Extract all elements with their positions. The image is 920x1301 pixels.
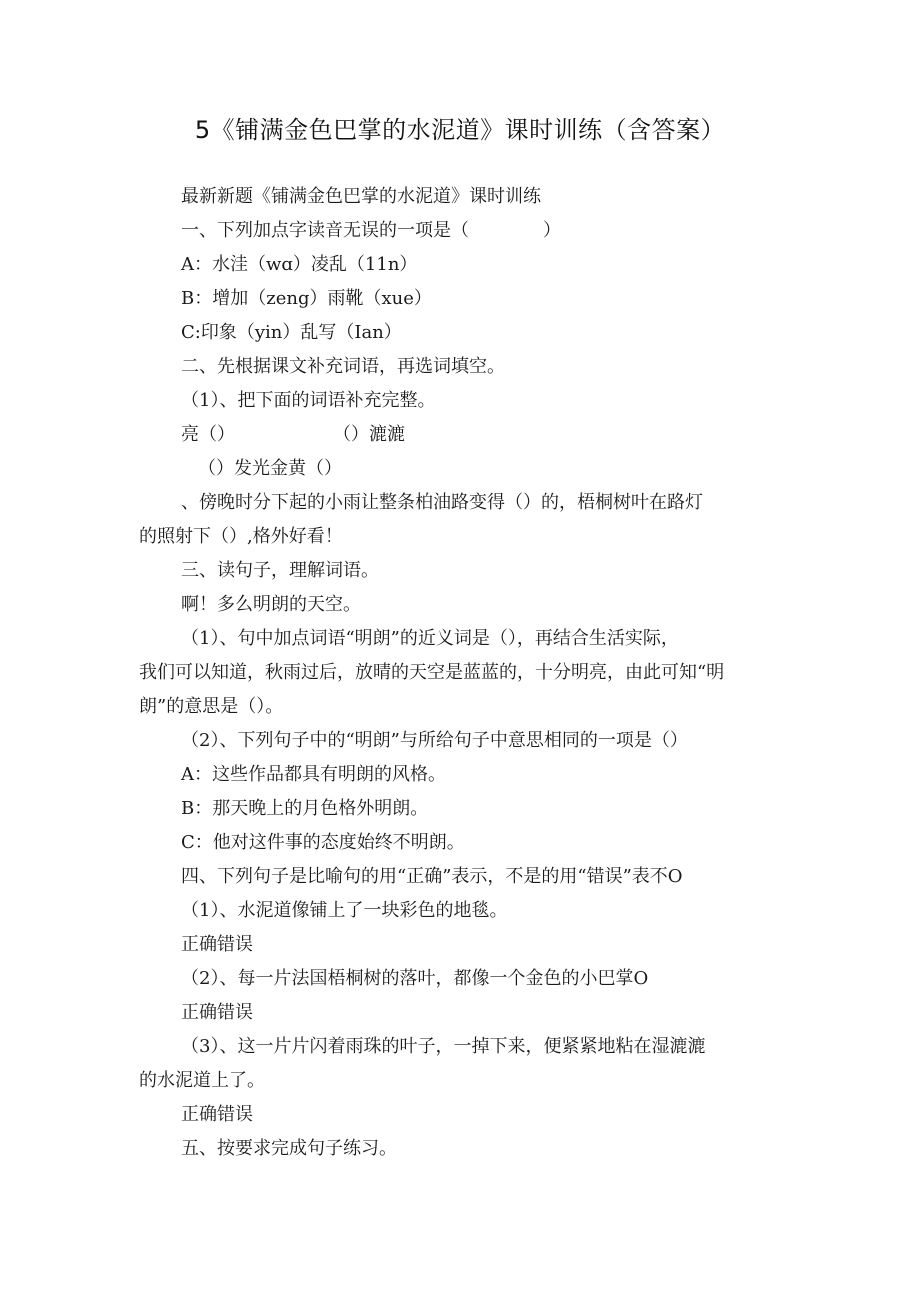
question-4-heading: 四、下列句子是比喻句的用“正确”表示，不是的用“错误”表不O <box>181 866 683 887</box>
document-subtitle: 最新新题《铺满金色巴掌的水泥道》课时训练 <box>181 186 541 207</box>
question-4-answer-2: 正确错误 <box>181 1002 253 1023</box>
question-3-sub-1-line-1: （1）、句中加点词语“明朗”的近义词是（），再结合生活实际， <box>181 628 679 649</box>
question-3-heading: 三、读句子，理解词语。 <box>181 560 379 581</box>
word-fill-a: 亮（） <box>181 424 235 445</box>
question-3-option-b: B：那天晚上的月色格外明朗。 <box>181 798 429 819</box>
question-3-option-a: A：这些作品都具有明朗的风格。 <box>181 764 446 785</box>
question-4-sentence-2: （2）、每一片法国梧桐树的落叶，都像一个金色的小巴掌O <box>181 968 649 989</box>
question-1-heading <box>181 216 561 246</box>
question-4-sentence-3-line-2: 的水泥道上了。 <box>139 1070 265 1091</box>
question-2-sentence-line-2: 的照射下（）,格外好看！ <box>139 526 343 547</box>
question-1-heading-close: ） <box>543 220 561 241</box>
question-2-heading: 二、先根据课文补充词语，再选词填空。 <box>181 356 505 377</box>
question-1-option-c: C:印象（yin）乱写（Ian） <box>181 322 402 343</box>
question-1-heading-text: 一、下列加点字读音无误的一项是（ <box>181 220 469 241</box>
question-4-answer-3: 正确错误 <box>181 1104 253 1125</box>
question-4-answer-1: 正确错误 <box>181 934 253 955</box>
question-4-sentence-3-line-1: （3）、这一片片闪着雨珠的叶子，一掉下来，便紧紧地粘在湿漉漉 <box>181 1036 706 1057</box>
question-3-sub-1-line-2: 我们可以知道，秋雨过后，放晴的天空是蓝蓝的，十分明亮，由此可知“明 <box>139 662 725 683</box>
question-5-heading: 五、按要求完成句子练习。 <box>181 1138 397 1159</box>
question-3-quote: 啊！多么明朗的天空。 <box>181 594 361 615</box>
question-3-option-c: C：他对这件事的态度始终不明朗。 <box>181 832 465 853</box>
question-1-option-a: A：水洼（wɑ）凌乱（11n） <box>181 254 418 275</box>
question-4-sentence-1: （1）、水泥道像铺上了一块彩色的地毯。 <box>181 900 508 921</box>
question-2-sentence-line-1: 、傍晚时分下起的小雨让整条柏油路变得（）的，梧桐树叶在路灯 <box>181 492 703 513</box>
question-2-sub-1: （1）、把下面的词语补充完整。 <box>181 390 436 411</box>
question-3-sub-2: （2）、下列句子中的“明朗”与所给句子中意思相同的一项是（） <box>181 730 688 751</box>
question-1-option-b: B：增加（zeng）雨靴（xue） <box>181 288 432 309</box>
page-title: 5《铺满金色巴掌的水泥道》课时训练（含答案） <box>194 116 726 144</box>
question-2-word-c: （）发光金黄（） <box>198 458 342 479</box>
word-fill-b: （）漉漉 <box>333 424 405 445</box>
question-2-word-row <box>181 420 405 450</box>
question-3-sub-1-line-3: 朗”的意思是（）。 <box>139 696 284 717</box>
